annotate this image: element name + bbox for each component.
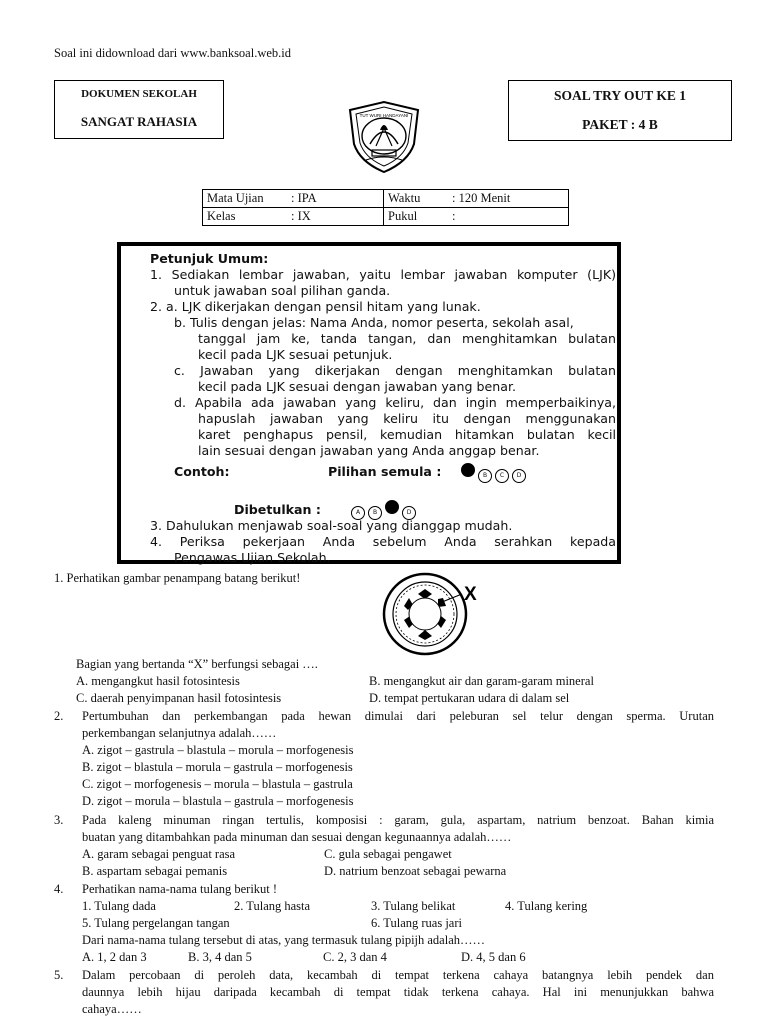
q3-option-c: C. gula sebagai pengawet bbox=[324, 847, 452, 861]
bubble-d: D bbox=[402, 506, 416, 520]
q1-stem: 1. Perhatikan gambar penampang batang berikut! bbox=[54, 571, 301, 585]
q4-item-2: 2. Tulang hasta bbox=[234, 899, 311, 913]
q3-option-d: D. natrium benzoat sebagai pewarna bbox=[324, 864, 507, 878]
instruction-4-line-1: 4. Periksa pekerjaan Anda sebelum Anda serahkan kepada bbox=[150, 534, 616, 549]
q3-option-b: B. aspartam sebagai pemanis bbox=[82, 864, 228, 878]
instruction-1-line-2: untuk jawaban soal pilihan ganda. bbox=[174, 283, 391, 298]
instruction-2b-line-2: tanggal jam ke, tanda tangan, dan menghitamkan bulatan bbox=[198, 331, 616, 346]
q4-item-3: 3. Tulang belikat bbox=[371, 899, 456, 913]
q4-option-b: B. 3, 4 dan 5 bbox=[188, 950, 252, 964]
q4-stem: Perhatikan nama-nama tulang berikut ! bbox=[82, 882, 278, 896]
q2-option-b: B. zigot – blastula – morula – gastrula – morfogenesis bbox=[82, 760, 353, 774]
bubble-b: B bbox=[368, 506, 382, 520]
corrected-label: Dibetulkan : bbox=[234, 502, 321, 517]
q2-number: 2. bbox=[54, 709, 64, 723]
bubble-c: C bbox=[495, 469, 509, 483]
q1-option-b: B. mengangkut air dan garam-garam mineral bbox=[369, 674, 594, 688]
q4-question: Dari nama-nama tulang tersebut di atas, yang termasuk tulang pipijh adalah…… bbox=[82, 933, 486, 947]
q2-option-c: C. zigot – morfogenesis – morula – blastula – gastrula bbox=[82, 777, 353, 791]
bubble-b: B bbox=[478, 469, 492, 483]
stem-cross-section-diagram bbox=[380, 572, 500, 656]
mata-ujian-value: : IPA bbox=[291, 191, 317, 205]
exam-info-table bbox=[202, 189, 569, 226]
instruction-2b-line-1: b. Tulis dengan jelas: Nama Anda, nomor peserta, sekolah asal, bbox=[174, 315, 574, 330]
kelas-value: : IX bbox=[291, 209, 311, 223]
waktu-value: : 120 Menit bbox=[452, 191, 511, 205]
tut-wuri-handayani-seal-icon bbox=[342, 100, 426, 174]
q2-stem-line-1: Pertumbuhan dan perkembangan pada hewan dimulai dari peleburan sel telur dengan sperma. Urutan bbox=[82, 709, 714, 723]
instruction-1-line-1: 1. Sediakan lembar jawaban, yaitu lembar jawaban komputer (LJK) bbox=[150, 267, 616, 282]
q2-option-d: D. zigot – morula – blastula – gastrula – morfogenesis bbox=[82, 794, 354, 808]
q4-item-5: 5. Tulang pergelangan tangan bbox=[82, 916, 230, 930]
instruction-2c-line-2: kecil pada LJK sesuai dengan jawaban yang benar. bbox=[198, 379, 516, 394]
original-choice-bubbles bbox=[461, 463, 529, 483]
header-right-bottom: PAKET : 4 B bbox=[508, 110, 732, 141]
q3-number: 3. bbox=[54, 813, 64, 827]
source-line: Soal ini didownload dari www.banksoal.web.id bbox=[54, 46, 291, 60]
original-choice-label: Pilihan semula : bbox=[328, 464, 442, 479]
q5-number: 5. bbox=[54, 968, 64, 982]
seal-text: TUT WURI HANDAYANI bbox=[359, 113, 409, 118]
pukul-value: : bbox=[452, 209, 456, 223]
instruction-2d-line-3: karet penghapus pensil, kemudian hitamkan bulatan kecil bbox=[198, 427, 616, 442]
q3-stem-line-1: Pada kaleng minuman ringan tertulis, komposisi : garam, gula, aspartam, natrium benzoat. Bahan kimia bbox=[82, 813, 714, 827]
instructions-title: Petunjuk Umum: bbox=[150, 251, 269, 266]
waktu-label: Waktu bbox=[388, 191, 421, 205]
q3-stem-line-2: buatan yang ditambahkan pada minuman dan sesuai dengan kegunaannya adalah…… bbox=[82, 830, 512, 844]
q1-option-a: A. mengangkut hasil fotosintesis bbox=[76, 674, 240, 688]
mata-ujian-label: Mata Ujian bbox=[207, 191, 264, 205]
q5-stem-line-2: daunnya lebih hijau daripada kecambah di tempat tidak terkena cahaya. Hal ini menunjukkan bahwa bbox=[82, 985, 714, 999]
kelas-label: Kelas bbox=[207, 209, 236, 223]
header-left-bottom: SANGAT RAHASIA bbox=[54, 106, 224, 139]
q1-option-d: D. tempat pertukaran udara di dalam sel bbox=[369, 691, 570, 705]
corrected-bubbles bbox=[351, 500, 419, 520]
q4-item-4: 4. Tulang kering bbox=[505, 899, 588, 913]
instruction-4-line-2: Pengawas Ujian Sekolah. bbox=[174, 550, 331, 565]
instruction-2d-line-4: lain sesuai dengan jawaban yang Anda anggap benar. bbox=[198, 443, 540, 458]
pukul-label: Pukul bbox=[388, 209, 418, 223]
q4-option-c: C. 2, 3 dan 4 bbox=[323, 950, 387, 964]
q1-option-c: C. daerah penyimpanan hasil fotosintesis bbox=[76, 691, 282, 705]
q4-option-d: D. 4, 5 dan 6 bbox=[461, 950, 526, 964]
q4-option-a: A. 1, 2 dan 3 bbox=[82, 950, 147, 964]
example-label: Contoh: bbox=[174, 464, 230, 479]
instruction-2c-line-1: c. Jawaban yang dikerjakan dengan menghitamkan bulatan bbox=[174, 363, 616, 378]
q3-option-a: A. garam sebagai penguat rasa bbox=[82, 847, 236, 861]
bubble-a: A bbox=[351, 506, 365, 520]
instruction-2a: 2. a. LJK dikerjakan dengan pensil hitam yang lunak. bbox=[150, 299, 481, 314]
q4-number: 4. bbox=[54, 882, 64, 896]
bubble-filled-c bbox=[385, 500, 399, 514]
diagram-marker-x: X bbox=[464, 584, 477, 605]
bubble-d: D bbox=[512, 469, 526, 483]
header-right-top: SOAL TRY OUT KE 1 bbox=[508, 80, 732, 112]
instruction-2b-line-3: kecil pada LJK sesuai petunjuk. bbox=[198, 347, 393, 362]
instruction-2d-line-2: hapuslah jawaban yang keliru itu dengan menggunakan bbox=[198, 411, 616, 426]
q1-question: Bagian yang bertanda “X” berfungsi sebagai …. bbox=[76, 657, 318, 671]
instruction-2d-line-1: d. Apabila ada jawaban yang keliru, dan ingin memperbaikinya, bbox=[174, 395, 616, 410]
q5-stem-line-1: Dalam percobaan di peroleh data, kecambah di tempat terkena cahaya batangnya lebih pendek dan bbox=[82, 968, 714, 982]
q4-item-1: 1. Tulang dada bbox=[82, 899, 156, 913]
q4-item-6: 6. Tulang ruas jari bbox=[371, 916, 462, 930]
q2-stem-line-2: perkembangan selanjutnya adalah…… bbox=[82, 726, 277, 740]
header-left-top: DOKUMEN SEKOLAH bbox=[54, 80, 224, 108]
q5-stem-line-3: cahaya…… bbox=[82, 1002, 142, 1016]
general-instructions-box bbox=[117, 242, 621, 564]
bubble-filled-a bbox=[461, 463, 475, 477]
instruction-3: 3. Dahulukan menjawab soal-soal yang dianggap mudah. bbox=[150, 518, 513, 533]
q2-option-a: A. zigot – gastrula – blastula – morula – morfogenesis bbox=[82, 743, 354, 757]
